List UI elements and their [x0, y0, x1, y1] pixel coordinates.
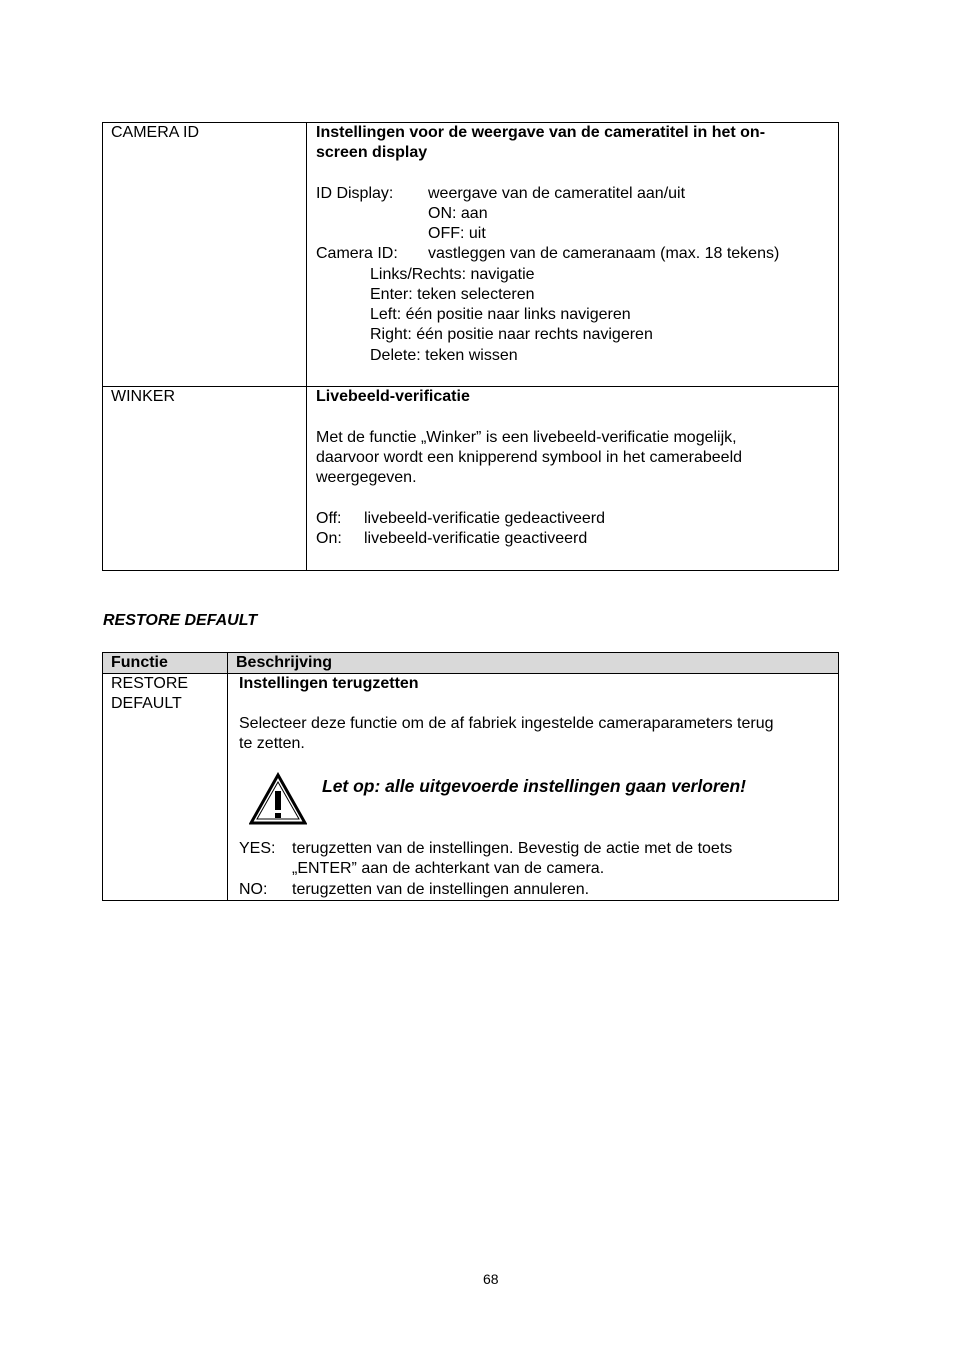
function-name-cont: DEFAULT: [111, 695, 182, 712]
list-item: Left: één positie naar links navigeren: [370, 306, 631, 323]
column-divider: [227, 652, 228, 901]
yes-desc: terugzetten van de instellingen. Bevestig de actie met de toets: [292, 840, 733, 857]
function-name: WINKER: [111, 388, 175, 405]
paragraph-line: Met de functie „Winker” is een livebeeld-verificatie mogelijk,: [316, 429, 737, 446]
paragraph-line: daarvoor wordt een knipperend symbool in het camerabeeld: [316, 449, 743, 466]
row-divider: [102, 386, 839, 387]
yes-label: YES:: [239, 840, 276, 857]
column-divider: [306, 122, 307, 571]
function-name: RESTORE: [111, 675, 189, 692]
on-label: On:: [316, 530, 342, 547]
section-title: RESTORE DEFAULT: [103, 612, 258, 629]
list-item: Right: één positie naar rechts navigeren: [370, 326, 653, 343]
no-label: NO:: [239, 881, 268, 898]
list-item: Enter: teken selecteren: [370, 286, 535, 303]
id-display-on: ON: aan: [428, 205, 488, 222]
warning-text: Let op: alle uitgevoerde instellingen gaan verloren!: [322, 776, 746, 796]
on-desc: livebeeld-verificatie geactiveerd: [364, 530, 588, 547]
id-display-desc: weergave van de cameratitel aan/uit: [428, 185, 686, 202]
off-label: Off:: [316, 510, 342, 527]
list-item: Delete: teken wissen: [370, 347, 518, 364]
row-heading: Instellingen voor de weergave van de cameratitel in het on-: [316, 124, 766, 141]
paragraph-line: weergegeven.: [316, 469, 417, 486]
id-display-label: ID Display:: [316, 185, 394, 202]
camera-id-label: Camera ID:: [316, 245, 398, 262]
header-divider: [102, 673, 839, 674]
yes-desc-cont: „ENTER” aan de achterkant van de camera.: [292, 860, 605, 877]
list-item: Links/Rechts: navigatie: [370, 266, 535, 283]
paragraph-line: te zetten.: [239, 735, 305, 752]
id-display-off: OFF: uit: [428, 225, 486, 242]
off-desc: livebeeld-verificatie gedeactiveerd: [364, 510, 606, 527]
header-function: Functie: [111, 654, 168, 671]
warning-triangle-icon: [249, 772, 307, 826]
no-desc: terugzetten van de instellingen annuleren.: [292, 881, 590, 898]
paragraph-line: Selecteer deze functie om de af fabriek ingestelde cameraparameters terug: [239, 715, 774, 732]
camera-id-desc: vastleggen van de cameranaam (max. 18 tekens): [428, 245, 780, 262]
function-name: CAMERA ID: [111, 124, 200, 141]
header-description: Beschrijving: [236, 654, 333, 671]
row-heading-cont: screen display: [316, 144, 428, 161]
row-heading: Livebeeld-verificatie: [316, 388, 470, 405]
page-number: 68: [483, 1271, 499, 1287]
row-heading: Instellingen terugzetten: [239, 675, 419, 692]
